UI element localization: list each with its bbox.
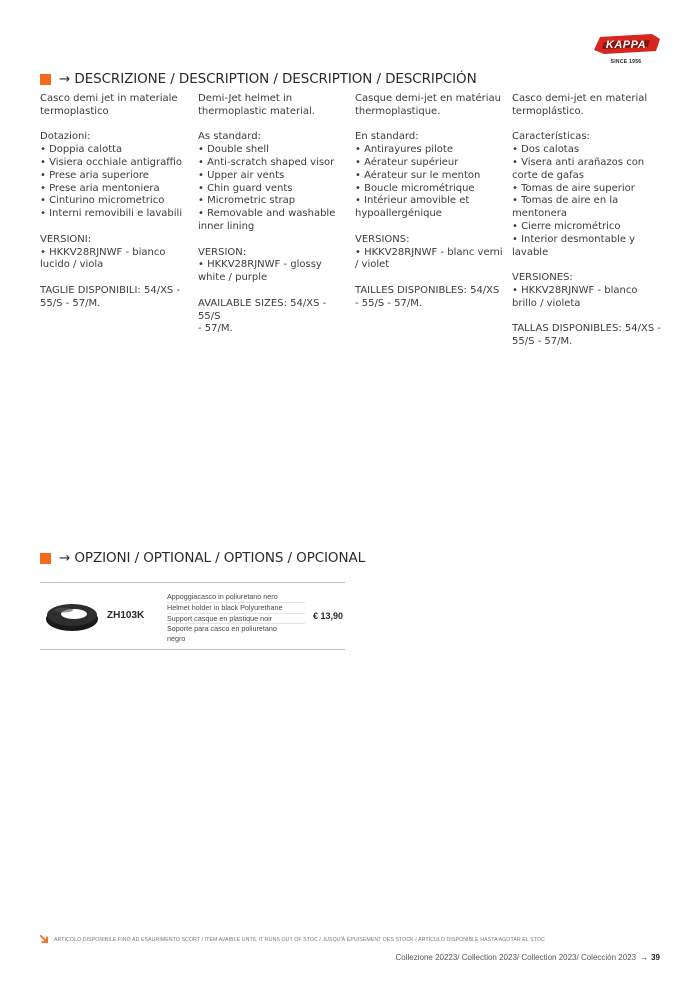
description-column-es (512, 93, 664, 349)
equipment-item: • Interni removibili e lavabili (40, 208, 183, 220)
equipment-item: • Cinturino micrometrico (40, 195, 165, 207)
description-line: negro (167, 634, 186, 644)
equipment-item: lavable (512, 246, 549, 258)
description-line: Soporte para casco en poliuretano (167, 624, 277, 634)
version-line: • HKKV28RJNWF - glossy (198, 259, 322, 271)
arrow-down-right-icon (40, 935, 49, 944)
equipment-label: Características: (512, 131, 590, 143)
logo-since-text: SINCE 1956 (610, 59, 642, 65)
intro-line: thermoplastic material. (198, 105, 315, 117)
version-label: VERSIONS: (355, 233, 410, 245)
sizes-line: - 57/M. (198, 323, 233, 335)
equipment-item: • Aérateur sur le menton (355, 169, 481, 181)
product-price: € 13,90 (313, 611, 344, 621)
equipment-item: • Doppia calotta (40, 144, 123, 156)
version-line: / violet (355, 259, 390, 271)
description-column-it (40, 93, 192, 311)
intro-line: termoplástico. (512, 105, 584, 117)
availability-footnote: ARTICOLO DISPONIBILE FINO AD ESAURIMENTO SCORT / ITEM AVAIBLE UNTIL IT RUNS OUT OF STOC / JUSQU'À ÉPUISEMENT DES STOCK / ARTÍCULO DISPONIBLE HASTA AGOTAR EL STOC (54, 937, 545, 943)
equipment-item: • Boucle micrométrique (355, 182, 475, 194)
version-line: • HKKV28RJNWF - blanc verni (355, 246, 503, 258)
equipment-item: inner lining (198, 220, 255, 232)
sizes-line: TAILLES DISPONIBLES: 54/XS (355, 284, 500, 296)
equipment-label: En standard: (355, 131, 419, 143)
equipment-item: • Aérateur supérieur (355, 156, 459, 168)
kappa-logo-mark (590, 30, 662, 58)
equipment-item: hypoallergénique (355, 208, 442, 220)
equipment-item: • Upper air vents (198, 169, 285, 181)
version-line: lucido / viola (40, 259, 104, 271)
equipment-item: corte de gafas (512, 169, 584, 181)
equipment-item: • Dos calotas (512, 144, 580, 156)
product-code: ZH103K (107, 610, 145, 621)
equipment-label: Dotazioni: (40, 131, 91, 143)
helmet-holder-ring-image (44, 598, 100, 634)
sizes-line: TAGLIE DISPONIBILI: 54/XS - (40, 284, 181, 296)
equipment-item: • Micrometric strap (198, 195, 296, 207)
equipment-item: mentonera (512, 208, 567, 220)
sizes-line: - 55/S - 57/M. (355, 297, 423, 309)
equipment-item: • Cierre micrométrico (512, 220, 621, 232)
equipment-item: • Tomas de aire en la (512, 195, 619, 207)
options-top-divider (40, 582, 345, 583)
intro-line: thermoplastique. (355, 105, 441, 117)
description-line: Appoggiacasco in poliuretano nero (167, 592, 305, 603)
equipment-item: • Antirayures pilote (355, 144, 453, 156)
options-section-title: → OPZIONI / OPTIONAL / OPTIONS / OPCIONAL (59, 550, 366, 566)
intro-line: termoplastico (40, 105, 109, 117)
version-line: • HKKV28RJNWF - bianco (40, 246, 166, 258)
svg-text:KAPPA: KAPPA (605, 39, 647, 51)
arrow-right-icon: → (640, 953, 649, 962)
equipment-item: • Prese aria mentoniera (40, 182, 160, 194)
page-number: 39 (651, 953, 660, 962)
product-description (167, 592, 305, 644)
equipment-item: • Intérieur amovible et (355, 195, 470, 207)
version-label: VERSION: (198, 246, 247, 258)
options-bottom-divider (40, 649, 345, 650)
description-line: Support casque en plastique noir (167, 614, 305, 625)
description-section-title: → DESCRIZIONE / DESCRIPTION / DESCRIPTION / DESCRIPCIÓN (59, 71, 477, 87)
sizes-line: AVAILABLE SIZES: 54/XS - 55/S (198, 297, 327, 322)
equipment-item: • Prese aria superiore (40, 169, 149, 181)
equipment-item: • Double shell (198, 144, 269, 156)
description-column-en (198, 93, 350, 336)
version-label: VERSIONI: (40, 233, 92, 245)
version-line: • HKKV28RJNWF - blanco (512, 284, 638, 296)
sizes-line: 55/S - 57/M. (40, 297, 101, 309)
description-section-header (40, 71, 477, 87)
sizes-line: 55/S - 57/M. (512, 336, 573, 348)
orange-square-icon (40, 74, 51, 85)
intro-line: Demi-Jet helmet in (198, 93, 293, 104)
intro-line: Casco demi-jet en material (512, 93, 648, 104)
version-line: white / purple (198, 272, 268, 284)
equipment-item: • Interior desmontable y (512, 233, 636, 245)
description-line: Helmet holder in black Polyurethane (167, 603, 305, 614)
equipment-item: • Visera anti arañazos con (512, 156, 645, 168)
version-label: VERSIONES: (512, 272, 573, 284)
page-footer (395, 953, 660, 962)
intro-line: Casque demi-jet en matériau (355, 93, 501, 104)
orange-square-icon (40, 553, 51, 564)
equipment-item: • Anti-scratch shaped visor (198, 156, 335, 168)
equipment-item: • Visiera occhiale antigraffio (40, 156, 183, 168)
version-line: brillo / violeta (512, 297, 581, 309)
equipment-item: • Tomas de aire superior (512, 182, 635, 194)
collection-label: Collezione 20223/ Collection 2023/ Collection 2023/ Colección 2023 (395, 953, 637, 962)
options-section-header (40, 550, 365, 566)
equipment-item: • Chin guard vents (198, 182, 293, 194)
equipment-label: As standard: (198, 131, 261, 143)
sizes-line: TALLAS DISPONIBLES: 54/XS - (512, 323, 661, 335)
equipment-item: • Removable and washable (198, 208, 336, 220)
intro-line: Casco demi jet in materiale (40, 93, 178, 104)
kappa-logo (590, 30, 662, 70)
description-column-fr (355, 93, 507, 311)
